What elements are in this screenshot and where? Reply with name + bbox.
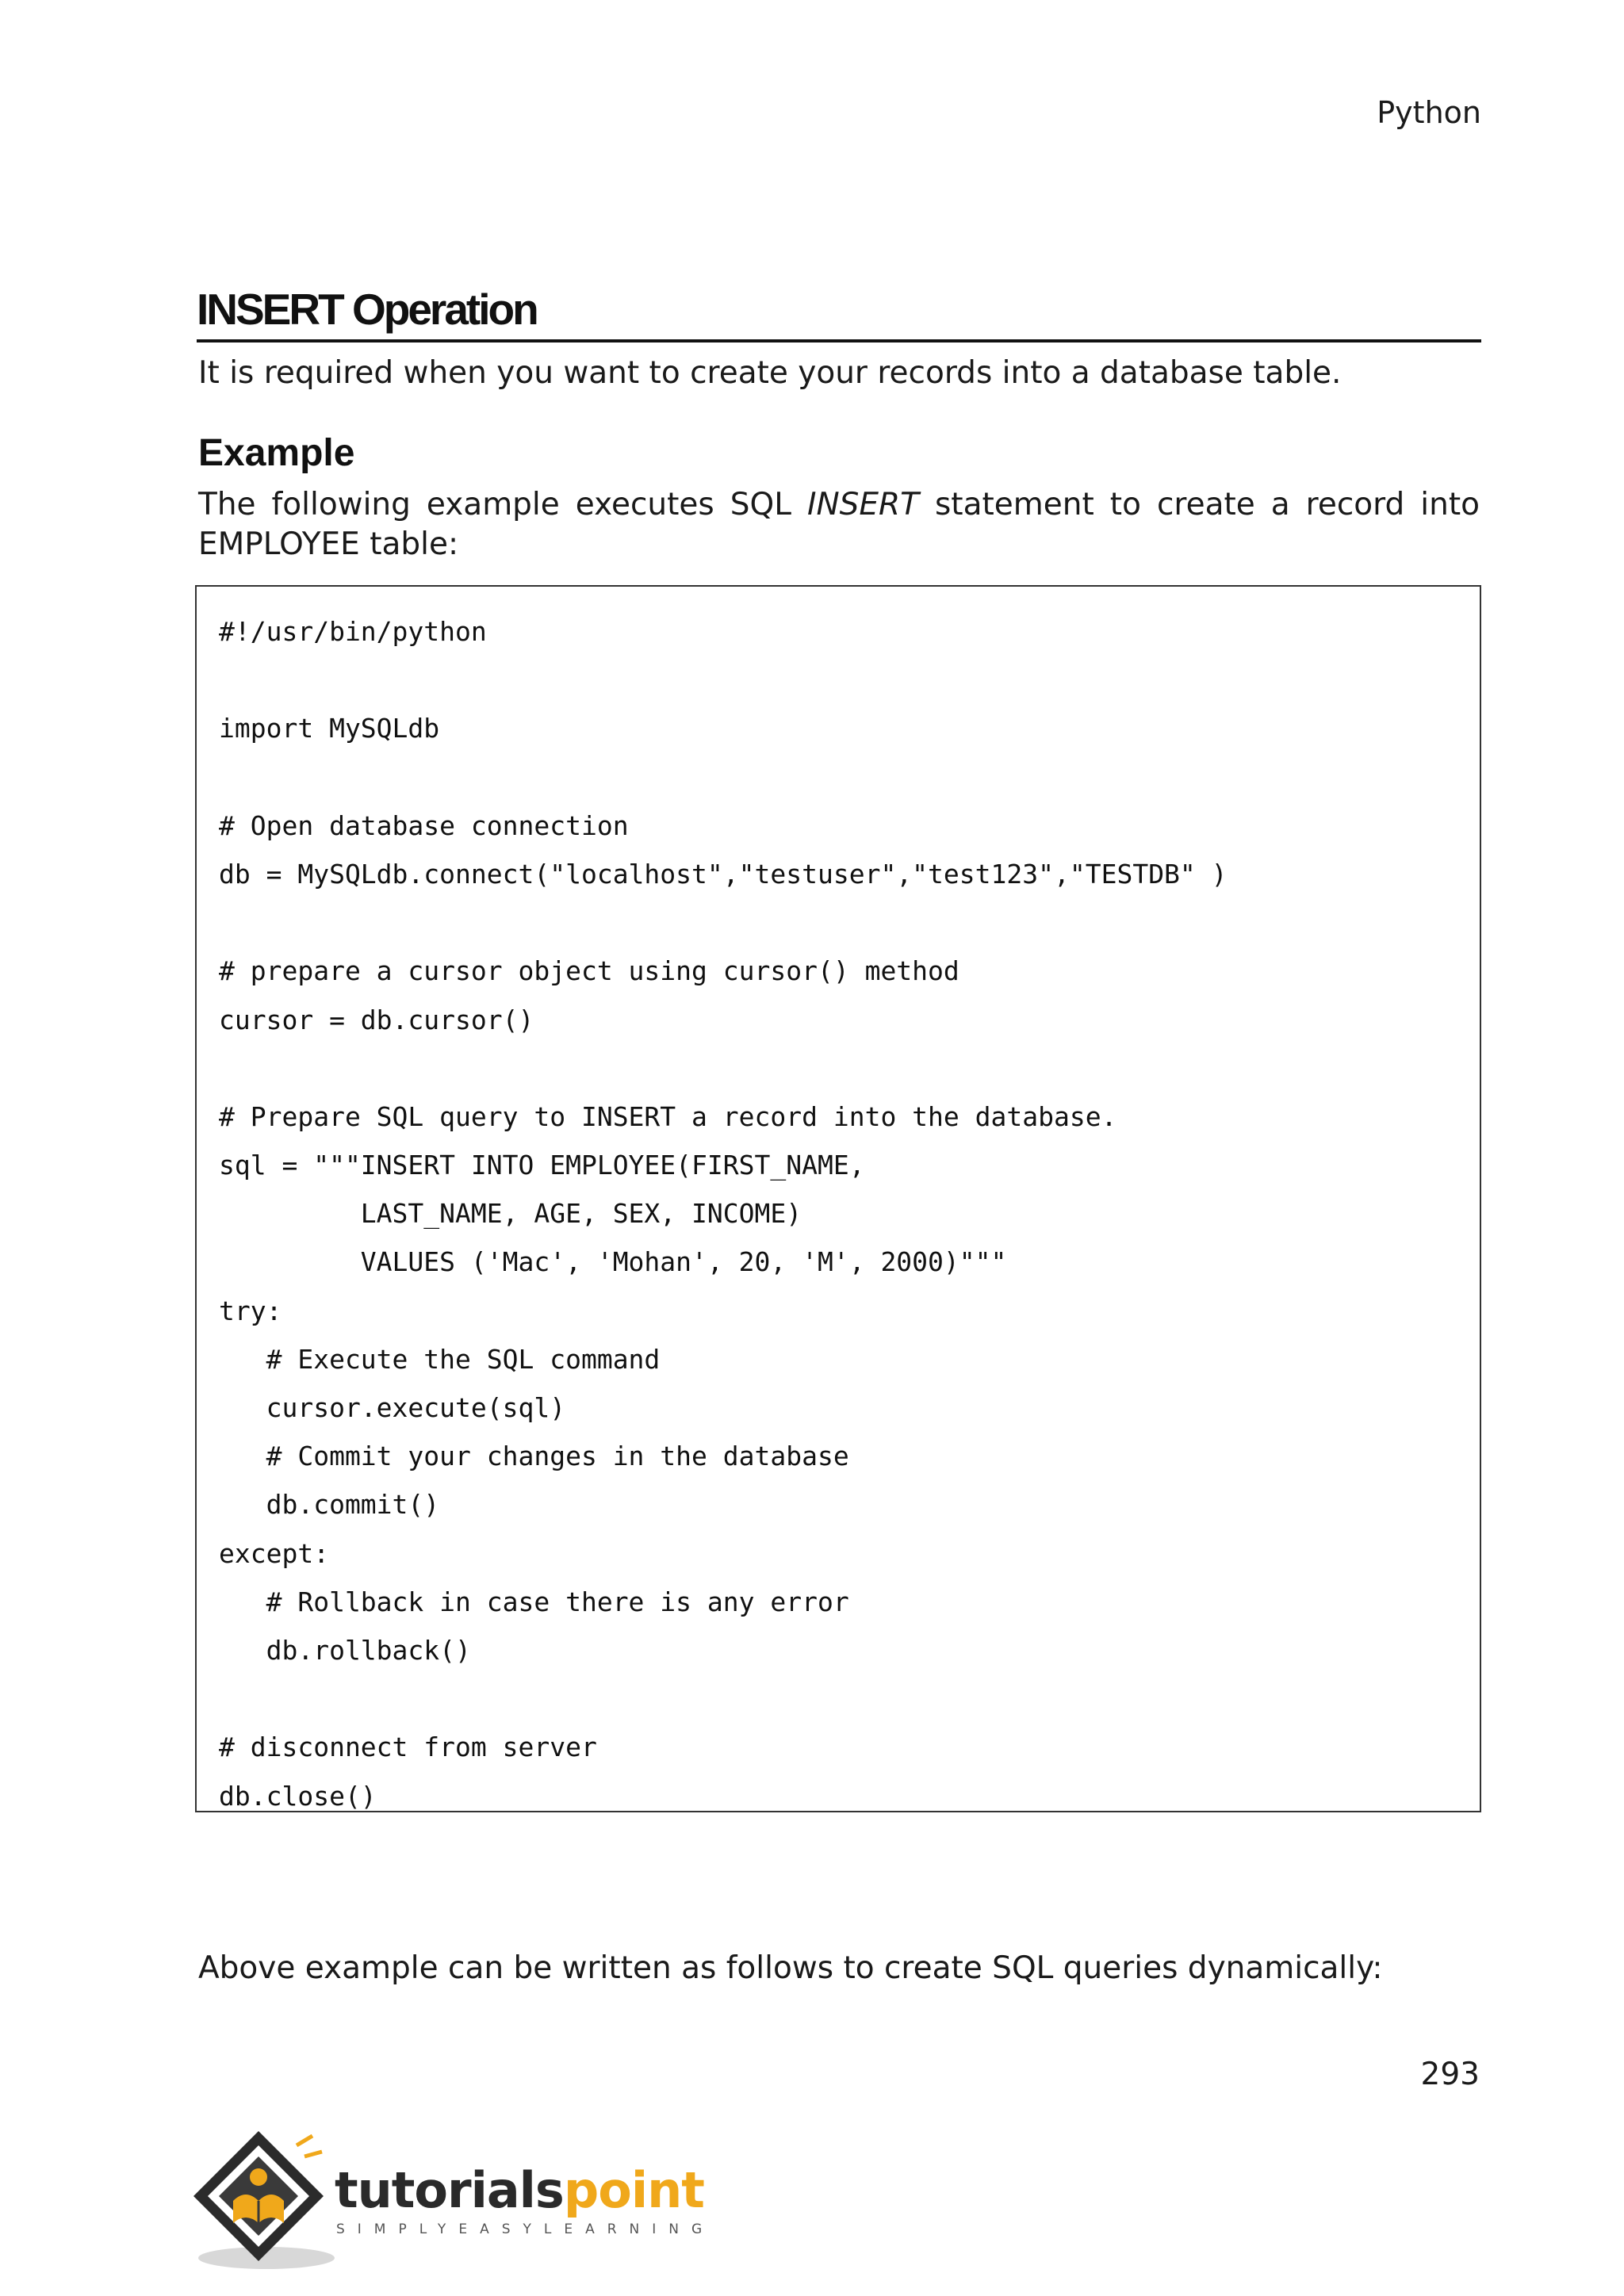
code-line: try: <box>219 1295 282 1326</box>
code-line: VALUES ('Mac', 'Mohan', 20, 'M', 2000)""" <box>219 1246 1007 1278</box>
code-line: sql = """INSERT INTO EMPLOYEE(FIRST_NAME, <box>219 1150 865 1181</box>
code-line: # Open database connection <box>219 809 629 841</box>
code-line: cursor = db.cursor() <box>219 1004 534 1035</box>
intro-paragraph: It is required when you want to create your records into a database table. <box>198 355 1342 391</box>
example-description <box>198 485 1480 564</box>
code-line: #!/usr/bin/python <box>219 616 487 647</box>
code-line <box>219 753 1228 802</box>
code-line <box>219 656 1228 704</box>
example-desc-after: statement to create a record into EMPLOYEE table: <box>198 487 1480 562</box>
code-line: db.close() <box>219 1780 377 1812</box>
page-number: 293 <box>1420 2057 1480 2092</box>
code-line <box>219 898 1228 947</box>
section-title: INSERT Operation <box>197 284 1481 342</box>
code-line: except: <box>219 1537 330 1569</box>
code-line: # prepare a cursor object using cursor() method <box>219 955 959 987</box>
logo-tagline: SIMPLYEASYLEARNING <box>336 2221 715 2237</box>
tutorialspoint-logo <box>193 2122 715 2272</box>
code-block <box>195 585 1481 1812</box>
code-lines <box>219 607 1228 1820</box>
logo-word-part-2: point <box>563 2161 704 2219</box>
code-line: db.rollback() <box>219 1634 471 1666</box>
code-line: LAST_NAME, AGE, SEX, INCOME) <box>219 1198 802 1230</box>
code-line: # Rollback in case there is any error <box>219 1586 849 1617</box>
code-line: cursor.execute(sql) <box>219 1392 566 1423</box>
code-line: db = MySQLdb.connect("localhost","testuser","test123","TESTDB" ) <box>219 858 1228 890</box>
code-line <box>219 1674 1228 1723</box>
code-line: # Execute the SQL command <box>219 1343 661 1375</box>
closing-paragraph: Above example can be written as follows to create SQL queries dynamically: <box>198 1950 1383 1986</box>
code-line: # disconnect from server <box>219 1732 597 1763</box>
running-header: Python <box>1377 95 1481 130</box>
code-line: # Commit your changes in the database <box>219 1441 849 1472</box>
example-heading: Example <box>198 432 355 474</box>
logo-emblem-icon <box>193 2122 336 2272</box>
code-line: db.commit() <box>219 1489 440 1521</box>
logo-word-part-1: tutorials <box>335 2161 564 2219</box>
code-line: import MySQLdb <box>219 713 440 744</box>
logo-wordmark <box>335 2161 704 2219</box>
example-desc-em: INSERT <box>806 487 919 522</box>
example-desc-before: The following example executes SQL <box>198 487 807 522</box>
code-line: # Prepare SQL query to INSERT a record into the database. <box>219 1100 1117 1132</box>
code-line <box>219 1044 1228 1093</box>
